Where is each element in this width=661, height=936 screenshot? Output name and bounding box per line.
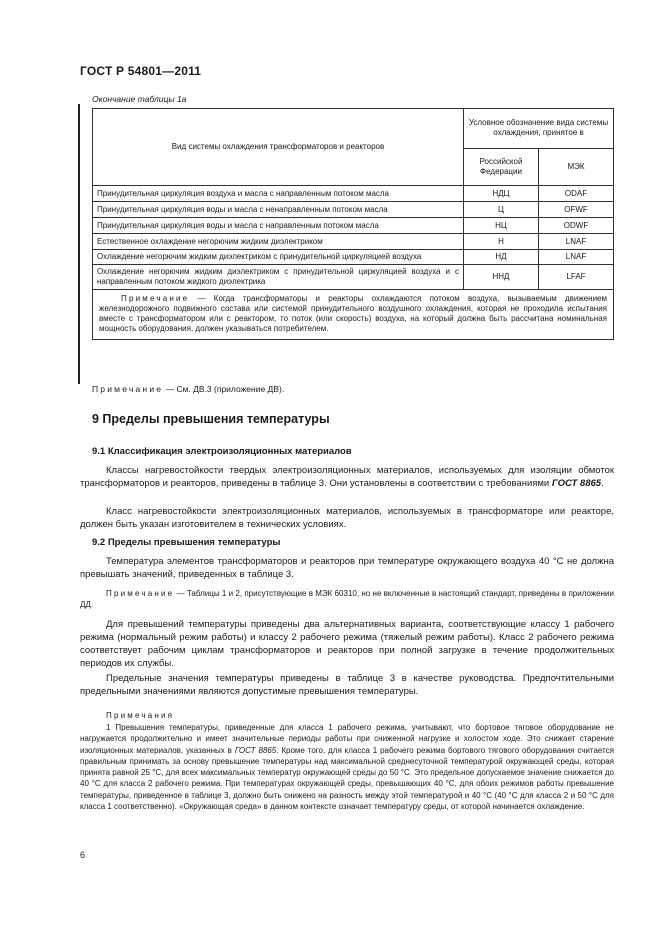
subsection-9-1-heading: 9.1 Классификация электроизоляционных материалов [92, 446, 352, 457]
notes-label: Примечания [106, 711, 175, 720]
paragraph: Класс нагревостойкости электроизоляционных материалов, используемых в трансформаторе или реакторе, должен быть указан изготовителем в технических условиях. [80, 506, 614, 530]
row-code-iec: ODAF [539, 186, 614, 202]
cooling-system-table [92, 108, 614, 340]
row-code-russia: Н [464, 234, 539, 250]
col-header-iec: МЭК [539, 148, 614, 186]
note-label: Примечание [106, 589, 175, 598]
paragraph-text: Классы нагревостойкости твердых электроизоляционных материалов, используемых для изоляции обмоток трансформаторов и реакторов, приведены в таблице 3. Они установлены в соответствии с требованиями [80, 465, 614, 489]
row-code-iec: ODWF [539, 218, 614, 234]
page-number: 6 [80, 850, 86, 860]
subsection-9-2-heading: 9.2 Пределы превышения температуры [92, 537, 281, 548]
note-text: — Таблицы 1 и 2, присутствующие в МЭК 60310, но не включенные в настоящий стандарт, приведены в приложении ДД. [80, 589, 614, 610]
row-description: Принудительная циркуляция воздуха и масла с направленным потоком масла [93, 186, 464, 202]
col-header-designation: Условное обозначение вида системы охлаждения, принятое в [464, 109, 614, 149]
row-code-iec: LFAF [539, 265, 614, 290]
standard-ref: ГОСТ 8865 [551, 478, 602, 489]
row-description: Охлаждение негорючим жидким диэлектриком с принудительной циркуляцией воздуха и с направленным потоком жидкого диэлектрика [93, 265, 464, 290]
row-description: Естественное охлаждение негорючим жидким диэлектриком [93, 234, 464, 250]
note-1 [80, 722, 614, 812]
paragraph: Для превышений температуры приведены два альтернативных варианта, соответствующие классу 1 рабочего режима (нормальный режим работы) и классу 2 рабочего режима (тяжелый режим работы). Класс 2 рабочего режима соответствует рабочим циклам трансформаторов и реакторов при полной загрузке в течение продолжительных периодов их службы. [80, 619, 614, 669]
row-code-russia: ННД [464, 265, 539, 290]
note-label: Примечание [92, 384, 164, 394]
table-caption: Окончание таблицы 1а [92, 94, 187, 104]
table-row [93, 250, 614, 265]
note-text: 1 Превышения температуры, приведенные для класса 1 рабочего режима, учитывают, что бортовое тяговое оборудование не нагружается продолжительно и имеет значительные периоды работы при сниженной нагрузке и холостом ходе. Это снижает старение изоляционных материалов, указанных в [80, 723, 614, 755]
change-margin-bar [78, 104, 80, 384]
table-row [93, 234, 614, 250]
after-table-note [92, 384, 284, 394]
paragraph: Предельные значения температуры приведены в таблице 3 в качестве руководства. Предпочтительными предельными значениями являются допустимые превышения температуры. [80, 673, 614, 697]
paragraph-text: . [601, 478, 604, 489]
standard-header: ГОСТ Р 54801—2011 [80, 64, 202, 78]
standard-ref: ГОСТ 8865 [234, 745, 277, 755]
row-code-russia: НДЦ [464, 186, 539, 202]
table-note [93, 290, 614, 340]
note-label: Примечание [121, 294, 190, 303]
note-text: — См. ДВ.3 (приложение ДВ). [165, 384, 285, 394]
row-code-iec: LNAF [539, 250, 614, 265]
col-header-system-type: Вид системы охлаждения трансформаторов и реакторов [93, 109, 464, 186]
table-row [93, 186, 614, 202]
row-code-iec: OFWF [539, 202, 614, 218]
row-description: Охлаждение негорючим жидким диэлектриком с принудительной циркуляцией воздуха [93, 250, 464, 265]
note [80, 588, 614, 611]
col-header-russia: Российской Федерации [464, 148, 539, 186]
note-text: — Когда трансформаторы и реакторы охлаждаются потоком воздуха, вызываемым движением железнодорожного подвижного состава или системой принудительного воздушного охлаждения, которая не проходила испытания вместе с трансформатором или с реактором, то поток (или скорость) воздуха, на который должна быть рассчитана номинальная мощность оборудования, должен указываться потребителем. [99, 294, 607, 333]
section-9-heading: 9 Пределы превышения температуры [92, 412, 330, 426]
notes-heading [80, 710, 614, 721]
paragraph [80, 464, 614, 490]
row-description: Принудительная циркуляция воды и масла с ненаправленным потоком масла [93, 202, 464, 218]
table-row [93, 265, 614, 290]
row-code-russia: Ц [464, 202, 539, 218]
row-code-iec: LNAF [539, 234, 614, 250]
row-description: Принудительная циркуляция воды и масла с направленным потоком масла [93, 218, 464, 234]
paragraph: Температура элементов трансформаторов и реакторов при температуре окружающего воздуха 40 °С не должна превышать значений, приведенных в таблице 3. [80, 556, 614, 580]
table-note-row [93, 290, 614, 340]
note-text: . Кроме того, для класса 1 рабочего режима бортового тягового оборудования считается правильным принимать за основу превышение температуры над максимальной среднесуточной температурой окружающей среды, которая принята равной 25 °С, для всех максимальных температур окружающей среды до 50 °С. Это предельное допускаемое значение снижается до 40 °С для класса 2 рабочего режима. При температурах окружающей среды, превышающих 40 °С, для обоих режимов работы превышение температуры, приведенное в таблице 3, должно быть снижено на разность между этой температурой и 40 °С (40 °С для класса 2 и 50 °С для класса 1 соответственно). «Окружающая среда» в данном контексте означает температуру среды, от которой начинается охлаждение. [80, 745, 615, 812]
row-code-russia: НЦ [464, 218, 539, 234]
row-code-russia: НД [464, 250, 539, 265]
table-row [93, 202, 614, 218]
table-row [93, 218, 614, 234]
